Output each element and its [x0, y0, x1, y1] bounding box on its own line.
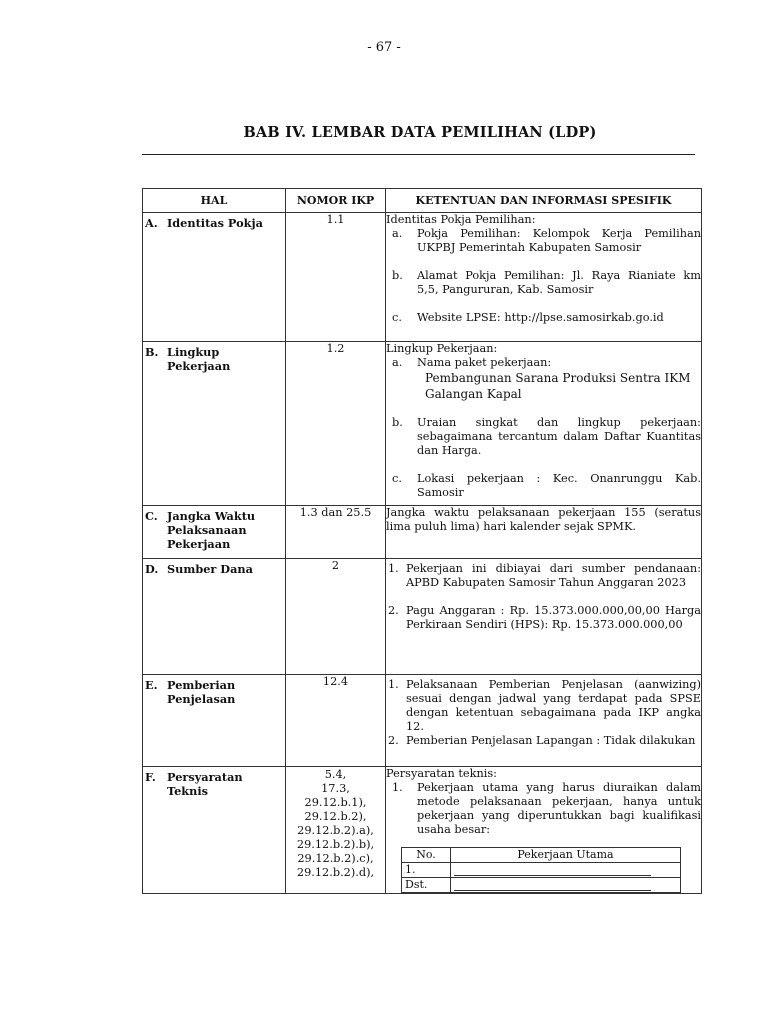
table-row-f [143, 767, 702, 894]
blank-line [454, 863, 651, 876]
header-nomor-ikp: NOMOR IKP [286, 189, 386, 213]
list-item: b. Alamat Pokja Pemilihan: Jl. Raya Rianiate km 5,5, Pangururan, Kab. Samosir [392, 269, 701, 296]
inner-row: 1. [402, 863, 681, 878]
ldp-table [142, 188, 702, 894]
table-row-b [143, 342, 702, 506]
header-ketentuan: KETENTUAN DAN INFORMASI SPESIFIK [386, 189, 702, 213]
inner-row: Dst. [402, 878, 681, 893]
table-row-d [143, 559, 702, 675]
list-item: 1. Pelaksanaan Pemberian Penjelasan (aanwizing) sesuai dengan jadwal yang terdapat pada SPSE dengan ketentuan sebagaimana pada IKP angka 12. [388, 678, 701, 733]
package-name: Pembangunan Sarana Produksi Sentra IKM Galangan Kapal [425, 371, 691, 401]
list-item: b. Uraian singkat dan lingkup pekerjaan: sebagaimana tercantum dalam Daftar Kuantitas dan Harga. [392, 416, 701, 457]
list-item: c. Lokasi pekerjaan : Kec. Onanrunggu Kab. Samosir [392, 472, 701, 499]
row-heading: E. Pemberian Penjelasan [145, 678, 236, 706]
row-intro: Lingkup Pekerjaan: [386, 342, 498, 355]
header-hal: HAL [143, 189, 286, 213]
ikp-number: 1.2 [286, 342, 386, 506]
ikp-number: 1.3 dan 25.5 [286, 506, 386, 559]
inner-header-row: No. Pekerjaan Utama [402, 848, 681, 863]
list-item: a. Nama paket pekerjaan: [392, 356, 552, 369]
list-item: 1. Pekerjaan ini dibiayai dari sumber pendanaan: APBD Kabupaten Samosir Tahun Anggaran 2023 [388, 562, 701, 589]
document-title: BAB IV. LEMBAR DATA PEMILIHAN (LDP) [243, 124, 597, 141]
row-heading: B. Lingkup Pekerjaan [145, 345, 231, 373]
title-underline [142, 154, 695, 155]
table-row-e [143, 675, 702, 767]
ikp-number-list: 5.4, 17.3, 29.12.b.1), 29.12.b.2), 29.12.b.2).a), 29.12.b.2).b), 29.12.b.2).c), 29.12.b.2).d), [286, 767, 386, 894]
list-item: c. Website LPSE: http://lpse.samosirkab.go.id [392, 311, 664, 324]
list-item: 1. Pekerjaan utama yang harus diuraikan dalam metode pelaksanaan pekerjaan, hanya untuk pekerjaan yang diperuntukkan bagi kualifikasi usaha besar: [392, 781, 701, 836]
table-header-row [143, 189, 702, 213]
page-number: - 67 - [367, 40, 401, 55]
ikp-number: 12.4 [286, 675, 386, 767]
row-heading: A. Identitas Pokja [145, 216, 263, 230]
ikp-number: 2 [286, 559, 386, 675]
row-heading: F. Persyaratan Teknis [145, 770, 243, 798]
ikp-number: 1.1 [286, 213, 386, 342]
row-intro: Persyaratan teknis: [386, 767, 497, 780]
table-row-c [143, 506, 702, 559]
row-intro: Identitas Pokja Pemilihan: [386, 213, 536, 226]
table-row-a [143, 213, 702, 342]
list-item: 2. Pagu Anggaran : Rp. 15.373.000.000,00,00 Harga Perkiraan Sendiri (HPS): Rp. 15.373.000.000,00 [388, 604, 701, 631]
blank-line [454, 878, 651, 891]
row-text: Jangka waktu pelaksanaan pekerjaan 155 (seratus lima puluh lima) hari kalender sejak SPMK. [386, 506, 701, 533]
pekerjaan-utama-table [401, 847, 681, 893]
row-heading: D. Sumber Dana [145, 562, 253, 576]
list-item: a. Pokja Pemilihan: Kelompok Kerja Pemilihan UKPBJ Pemerintah Kabupaten Samosir [392, 227, 701, 254]
row-heading: C. Jangka Waktu Pelaksanaan Pekerjaan [145, 509, 256, 551]
list-item: 2. Pemberian Penjelasan Lapangan : Tidak dilakukan [388, 734, 696, 747]
